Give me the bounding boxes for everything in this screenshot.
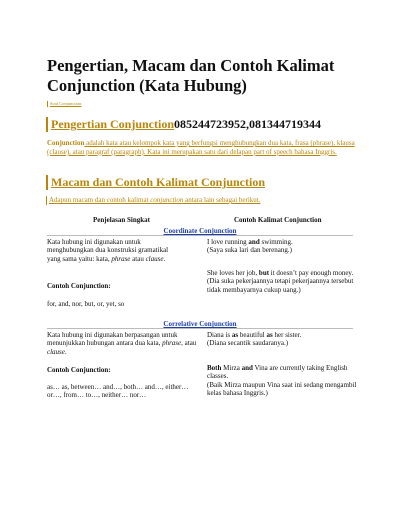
table-divider [47, 235, 353, 236]
corr-ex1-bold2: as [266, 331, 273, 339]
coord-ex1-translation: (Saya suka lari dan berenang.) [207, 246, 292, 255]
corr-ex1-a: Diana is [207, 331, 232, 339]
correlative-example-1 [207, 331, 357, 348]
pengertian-link[interactable]: Pengertian Conjunction [51, 117, 174, 131]
coord-ex2-translation: (Dia suka pekerjaannya tetapi pekerjaannya tersebut tidak membayarnya cukup uang.) [207, 277, 354, 294]
correlative-example-2 [207, 364, 357, 398]
lead-text-italic: conjunction [150, 196, 184, 204]
coordinate-section-label[interactable]: Coordinate Conjunction [163, 227, 237, 235]
lead-text-a: Adapun macam dan contoh kalimat [49, 196, 151, 204]
intro-text[interactable]: adalah kata atau kelompok kata yang berfungsi menghubungkan dua kata, frasa (phrase), klausa (clause), atau paragraf (paragraph). Kata ini merupakan satu dari delapan part of speech bahasa Inggris. [47, 139, 355, 156]
corr-desc-text3: . [64, 347, 67, 356]
correlative-contoh-label: Contoh Conjunction: [47, 366, 111, 374]
coordinate-contoh-label: Contoh Conjunction: [47, 282, 111, 290]
coord-desc-italic1: phrase [111, 254, 131, 263]
corr-ex1-translation: (Diana secantik saudaranya.) [207, 339, 289, 348]
coord-ex1-bold: and [248, 238, 260, 246]
column-header-penjelasan: Penjelasan Singkat [93, 216, 150, 224]
corr-ex2-bold2: and [241, 364, 253, 372]
coord-ex1-c: swimming. [259, 238, 293, 246]
page-title: Pengertian, Macam dan Contoh Kalimat Conjunction (Kata Hubung) [47, 56, 335, 95]
lead-paragraph[interactable] [46, 196, 261, 205]
coordinate-example-1 [207, 238, 357, 255]
corr-ex1-e: her sister. [272, 331, 302, 339]
corr-desc-text2: , atau [181, 339, 197, 348]
coord-desc-text2: atau [130, 254, 146, 263]
corr-desc-italic2: clause [47, 347, 65, 356]
corr-ex2-translation: (Baik Mirza maupun Vina saat ini sedang mengambil kelas bahasa Inggris.) [207, 380, 357, 398]
coord-desc-text3: . [163, 254, 166, 263]
intro-term: Conjunction [47, 139, 85, 147]
corr-ex1-c: beautiful [238, 331, 267, 339]
coordinate-conjunction-list: for, and, nor, but, or, yet, so [47, 300, 125, 308]
macam-heading-text[interactable]: Macam dan Contoh Kalimat Conjunction [51, 175, 266, 189]
column-header-contoh: Contoh Kalimat Conjunction [234, 216, 322, 224]
coord-desc-italic2: clause [145, 254, 164, 263]
corr-desc-italic1: phrase [162, 339, 182, 348]
section-heading-pengertian [46, 117, 321, 132]
category-tag[interactable]: Soal Conjunction [47, 101, 81, 107]
corr-ex2-d: Vina are currently taking English classes. [207, 364, 348, 381]
correlative-description [47, 331, 197, 356]
intro-paragraph [47, 139, 357, 156]
lead-text-c: antara lain sebagai berikut. [183, 196, 261, 204]
corr-ex1-bold1: as [231, 331, 239, 339]
coordinate-description [47, 238, 182, 263]
coord-ex1-a: I love running [207, 238, 249, 246]
coordinate-example-2 [207, 269, 357, 294]
corr-ex2-bold1: Both [207, 364, 222, 372]
correlative-conjunction-list: as… as, between… and…, both… and…, either… or…, from… to…, neither… nor… [47, 383, 189, 400]
coord-desc-text: Kata hubung ini digunakan untuk menghubungkan dua konstruksi gramatikal yang sama yaitu: kata, [47, 238, 169, 263]
coord-ex2-a: She loves her job, [207, 269, 259, 277]
phone-numbers: 085244723952,081344719344 [174, 117, 321, 131]
corr-desc-text: Kata hubung ini digunakan berpasangan untuk menunjukkan hubungan antara dua kata, [47, 331, 178, 348]
coord-ex2-bold: but [258, 269, 270, 277]
correlative-section-label[interactable]: Correlative Conjunction [163, 320, 237, 328]
coord-ex2-c: it doesn’t pay enough money. [269, 269, 354, 277]
corr-ex2-b: Mirza [221, 364, 242, 372]
section-heading-macam [46, 175, 265, 190]
table-divider [47, 328, 353, 329]
